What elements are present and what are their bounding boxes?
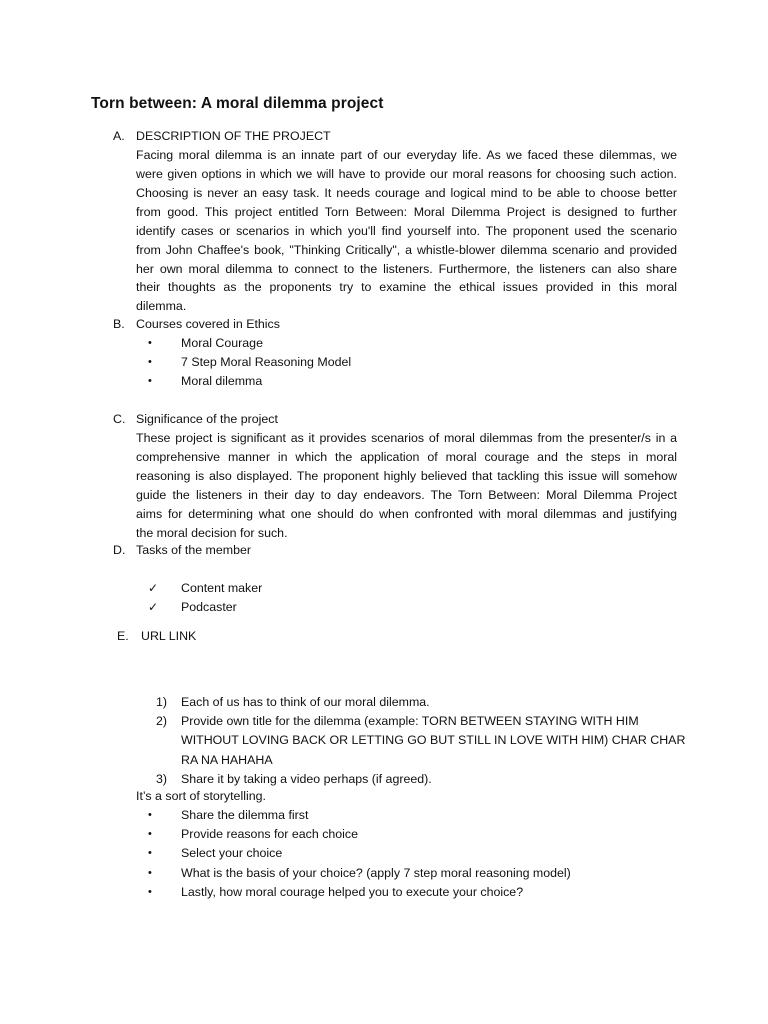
section-c-paragraph <box>136 429 677 542</box>
paragraph-line: comprehensive manner in which the application of moral courage and the steps in moral <box>136 450 677 465</box>
paragraph-line: These project is significant as it provides scenarios of moral dilemmas from the presenter/s in a <box>136 431 677 446</box>
bullet-icon: • <box>148 809 152 821</box>
step-item: 3) Share it by taking a video perhaps (if agreed). <box>181 770 685 789</box>
list-item: • 7 Step Moral Reasoning Model <box>181 353 351 372</box>
paragraph-line: guide the listeners in their day to day endeavors. The Torn Between: Moral Dilemma Project <box>136 487 677 502</box>
step-item: 2) Provide own title for the dilemma (example: TORN BETWEEN STAYING WITH HIM <box>181 712 685 731</box>
bullet-icon: • <box>148 828 152 841</box>
bullet-icon: • <box>148 337 152 349</box>
step-item-continuation: WITHOUT LOVING BACK OR LETTING GO BUT STILL IN LOVE WITH HIM) CHAR CHAR <box>181 733 686 748</box>
checkmark-icon: ✓ <box>148 600 159 615</box>
list-item: ✓ Content maker <box>181 579 262 598</box>
section-e-letter: E. <box>117 629 129 643</box>
section-d-letter: D. <box>113 543 126 557</box>
list-item: • Provide reasons for each choice <box>181 825 571 844</box>
ethics-courses-list <box>148 334 352 392</box>
list-item: • Moral Courage <box>181 334 351 353</box>
list-item: ✓ Podcaster <box>181 598 262 617</box>
paragraph-line: Choosing is never an easy task. It needs courage and logical mind to be able to choose better <box>136 185 677 200</box>
bullet-icon: • <box>148 866 152 879</box>
section-e-heading: URL LINK <box>141 629 197 643</box>
section-c-letter: C. <box>113 412 126 426</box>
step-number: 2) <box>156 714 168 729</box>
paragraph-line: dilemma. <box>136 299 187 314</box>
steps-list <box>156 693 686 789</box>
list-item: • Moral dilemma <box>181 372 351 391</box>
paragraph-line: were given options in which we will have to provide our moral reasons for choosing such action. <box>136 167 677 182</box>
paragraph-line: Facing moral dilemma is an innate part of our everyday life. As we faced these dilemmas, we <box>136 148 677 163</box>
list-item: • Select your choice <box>181 844 571 863</box>
section-a-letter: A. <box>113 129 125 143</box>
list-item: • What is the basis of your choice? (apply 7 step moral reasoning model) <box>181 864 571 883</box>
section-a-paragraph <box>136 146 677 316</box>
step-item: 1) Each of us has to think of our moral dilemma. <box>181 693 685 712</box>
bullet-icon: • <box>148 375 152 388</box>
paragraph-line: aims for determining what one should do when confronted with moral dilemmas and justifying <box>136 506 677 521</box>
section-b-heading: Courses covered in Ethics <box>136 317 280 331</box>
storytelling-note: It’s a sort of storytelling. <box>136 789 266 803</box>
list-item: • Lastly, how moral courage helped you to execute your choice? <box>181 883 571 902</box>
checkmark-icon: ✓ <box>148 581 159 595</box>
paragraph-line: their thoughts as the proponents try to examine the ethical issues provided in this moral <box>136 280 677 295</box>
member-tasks-list <box>148 579 263 617</box>
paragraph-line: the moral decision for such. <box>136 525 288 540</box>
paragraph-line: from John Chaffee's book, "Thinking Critically", a whistle-blower dilemma scenario and provided <box>136 242 677 257</box>
list-item: • Share the dilemma first <box>181 806 571 825</box>
section-a-heading: DESCRIPTION OF THE PROJECT <box>136 129 331 143</box>
bullet-icon: • <box>148 356 152 369</box>
section-b-letter: B. <box>113 317 125 331</box>
bullet-icon: • <box>148 847 152 860</box>
bullet-icon: • <box>148 885 152 898</box>
paragraph-line: identify cases or scenarios in which you'll find yourself into. The proponent used the scenario <box>136 223 677 238</box>
section-d-heading: Tasks of the member <box>136 543 251 557</box>
step-number: 1) <box>156 695 168 709</box>
step-item-continuation: RA NA HAHAHA <box>181 752 273 767</box>
step-number: 3) <box>156 771 168 786</box>
document-title: Torn between: A moral dilemma project <box>91 95 384 112</box>
paragraph-line: from good. This project entitled Torn Between: Moral Dilemma Project is designed to further <box>136 204 677 219</box>
paragraph-line: reasoning is also displayed. The proponent highly believed that tackling this issue will somehow <box>136 468 677 483</box>
paragraph-line: her own moral dilemma to connect to the listeners. Furthermore, the listeners can also share <box>136 261 677 276</box>
section-c-heading: Significance of the project <box>136 412 278 426</box>
storytelling-list <box>148 806 571 902</box>
